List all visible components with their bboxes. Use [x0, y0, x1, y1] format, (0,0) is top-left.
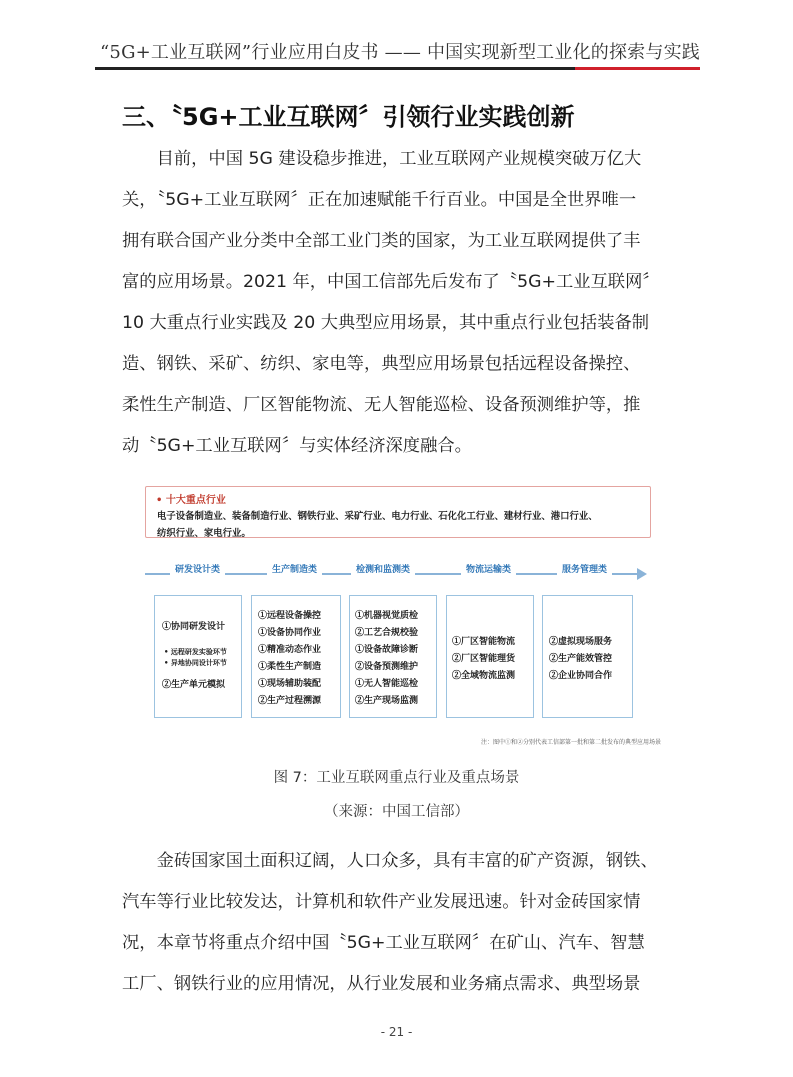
page-number: - 21 -	[380, 1025, 413, 1039]
section-heading: 三、〝5G+工业互联网〞引领行业实践创新	[122, 103, 575, 131]
paragraph-brics	[122, 841, 678, 1005]
scenario-item: ①无人智能巡检	[355, 679, 419, 689]
scenario-item: ①现场辅助装配	[258, 679, 322, 689]
key-industries-line: 纺织行业、家电行业。	[157, 528, 251, 539]
scenario-item: ①设备协同作业	[258, 628, 322, 638]
paragraph-line: 柔性生产制造、厂区智能物流、无人智能巡检、设备预测维护等，推	[122, 395, 641, 415]
paragraph-line: 工厂、钢铁行业的应用情况，从行业发展和业务痛点需求、典型场景	[122, 974, 641, 994]
scenario-item: ①设备故障诊断	[355, 645, 419, 655]
category-box-inspection	[349, 595, 437, 718]
header-rule	[95, 67, 575, 70]
scenario-item: ②生产能效管控	[549, 654, 613, 664]
paragraph-line: 目前，中国 5G 建设稳步推进，工业互联网产业规模突破万亿大	[122, 149, 642, 169]
category-label-production: 生产制造类	[267, 562, 322, 575]
scenario-item: ①机器视觉质检	[355, 611, 419, 621]
paragraph-line: 10 大重点行业实践及 20 大典型应用场景，其中重点行业包括装备制	[122, 313, 650, 333]
category-box-service	[542, 595, 633, 718]
category-label-logistics: 物流运输类	[461, 562, 516, 575]
industry-scenarios-figure	[143, 485, 662, 752]
category-label-rnd: 研发设计类	[170, 562, 225, 575]
scenario-item: ①厂区智能物流	[452, 637, 516, 647]
key-industries-box	[145, 486, 651, 538]
key-industries-title: • 十大重点行业	[156, 495, 226, 506]
paragraph-line: 富的应用场景。2021 年，中国工信部先后发布了〝5G+工业互联网〞	[122, 272, 660, 292]
figure-caption: 图 7：工业互联网重点行业及重点场景	[273, 770, 520, 786]
scenario-item: ②生产过程溯源	[258, 696, 322, 706]
scenario-subitem: • 远程研发实验环节	[164, 647, 227, 656]
scenario-item: ①远程设备操控	[258, 611, 322, 621]
scenario-item: ②全域物流监测	[452, 671, 516, 681]
paragraph-line: 况，本章节将重点介绍中国〝5G+工业互联网〞在矿山、汽车、智慧	[122, 933, 645, 953]
scenario-item: ②设备预测维护	[355, 662, 419, 672]
scenario-item: ①精准动态作业	[258, 645, 322, 655]
category-label-inspection: 检测和监测类	[351, 562, 415, 575]
scenario-item: ②生产单元模拟	[162, 680, 226, 690]
category-label-service: 服务管理类	[557, 562, 612, 575]
figure-source: （来源：中国工信部）	[324, 804, 469, 820]
scenario-item: ②工艺合规校验	[355, 628, 419, 638]
paragraph-line: 动〝5G+工业互联网〞与实体经济深度融合。	[122, 436, 472, 456]
header-rule-accent	[575, 67, 700, 70]
paragraph-line: 金砖国家国土面积辽阔，人口众多，具有丰富的矿产资源，钢铁、	[122, 851, 658, 871]
scenario-item: ①协同研发设计	[162, 622, 226, 632]
paragraph-line: 拥有联合国产业分类中全部工业门类的国家，为工业互联网提供了丰	[122, 231, 641, 251]
timeline-arrow-icon	[637, 568, 647, 580]
paragraph-line: 汽车等行业比较发达，计算机和软件产业发展迅速。针对金砖国家情	[122, 892, 641, 912]
paragraph-line: 关，〝5G+工业互联网〞正在加速赋能千行百业。中国是全世界唯一	[122, 190, 637, 210]
category-box-production	[251, 595, 341, 718]
scenario-item: ①柔性生产制造	[258, 662, 322, 672]
scenario-item: ②厂区智能理货	[452, 654, 516, 664]
scenario-subitem: • 异地协同设计环节	[164, 658, 227, 667]
key-industries-line: 电子设备制造业、装备制造行业、钢铁行业、采矿行业、电力行业、石化化工行业、建材行业、港口行业、	[157, 511, 598, 522]
scenario-item: ②企业协同合作	[549, 671, 613, 681]
scenario-item: ②生产现场监测	[355, 696, 419, 706]
scenario-item: ②虚拟现场服务	[549, 637, 613, 647]
figure-note: 注：图中①和②分别代表工信部第一批和第二批发布的典型应用场景	[481, 739, 662, 746]
category-box-logistics	[446, 595, 534, 718]
paragraph-intro	[122, 139, 678, 467]
category-box-rnd	[154, 595, 242, 718]
paragraph-line: 造、钢铁、采矿、纺织、家电等，典型应用场景包括远程设备操控、	[122, 354, 641, 374]
running-header: “5G+工业互联网”行业应用白皮书 —— 中国实现新型工业化的探索与实践	[100, 42, 700, 63]
